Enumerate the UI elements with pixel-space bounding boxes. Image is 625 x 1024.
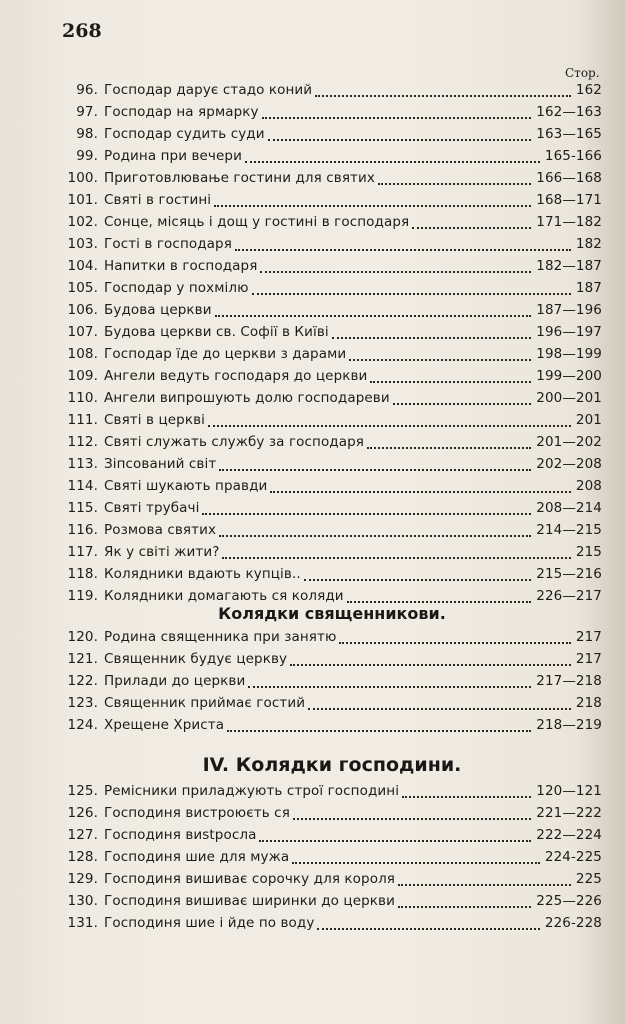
toc-entry: [62, 431, 602, 453]
dot-leader: [315, 87, 571, 97]
entry-title: Як у світі жити?: [104, 544, 220, 560]
dot-leader: [208, 417, 571, 427]
entry-number: 118.: [67, 566, 98, 582]
entry-pages: 208: [575, 478, 602, 494]
dot-leader: [332, 329, 532, 339]
entry-title: Приготовлювање гостини для святих: [104, 170, 375, 186]
entry-title: Священник приймає гостий: [104, 695, 306, 711]
entry-title: Будова церкви св. Софії в Київі: [104, 324, 329, 340]
toc-entry: [62, 692, 602, 714]
toc-entry: [62, 79, 602, 101]
entry-pages: 215: [575, 544, 602, 560]
toc-entry: [62, 846, 602, 868]
entry-title: Господар на ярмарку: [104, 104, 259, 120]
entry-title: Ремісники приладжують строї господині: [104, 783, 400, 799]
dot-leader: [262, 109, 532, 119]
toc-entry: [62, 343, 602, 365]
section-heading-housewife: IV. Колядки господини.: [202, 754, 462, 776]
entry-pages: 182: [575, 236, 602, 252]
toc-entry: [62, 189, 602, 211]
dot-leader: [293, 810, 531, 820]
entry-pages: 199—200: [536, 368, 602, 384]
entry-number: 117.: [67, 544, 98, 560]
toc-entry: [62, 101, 602, 123]
entry-title: Святі служать службу за господаря: [104, 434, 365, 450]
entry-number: 97.: [76, 104, 98, 120]
dot-leader: [304, 571, 532, 581]
entry-title: Господиня виstросла: [104, 827, 257, 843]
entry-number: 110.: [67, 390, 98, 406]
toc-entry: [62, 648, 602, 670]
entry-pages: 202—208: [536, 456, 602, 472]
entry-number: 122.: [67, 673, 98, 689]
entry-number: 123.: [67, 695, 98, 711]
entry-number: 112.: [67, 434, 98, 450]
toc-list-group2: [62, 626, 602, 736]
toc-entry: [62, 475, 602, 497]
entry-number: 99.: [76, 148, 98, 164]
toc-entry: [62, 626, 602, 648]
entry-number: 96.: [76, 82, 98, 98]
entry-number: 120.: [67, 629, 98, 645]
entry-number: 114.: [67, 478, 98, 494]
dot-leader: [367, 439, 531, 449]
toc-entry: [62, 255, 602, 277]
pages-column-header: Стор.: [565, 66, 600, 80]
dot-leader: [402, 788, 531, 798]
entry-title: Господар дарує стадо коний: [104, 82, 313, 98]
toc-entry: [62, 802, 602, 824]
entry-number: 129.: [67, 871, 98, 887]
entry-title: Святі в гостині: [104, 192, 212, 208]
entry-number: 102.: [67, 214, 98, 230]
entry-pages: 208—214: [536, 500, 602, 516]
entry-number: 115.: [67, 500, 98, 516]
toc-entry: [62, 780, 602, 802]
entry-title: Хрещене Христа: [104, 717, 225, 733]
entry-pages: 196—197: [536, 324, 602, 340]
dot-leader: [308, 700, 571, 710]
dot-leader: [270, 483, 571, 493]
entry-title: Будова церкви: [104, 302, 212, 318]
entry-pages: 201—202: [536, 434, 602, 450]
toc-entry: [62, 824, 602, 846]
entry-number: 105.: [67, 280, 98, 296]
entry-pages: 187—196: [536, 302, 602, 318]
toc-entry: [62, 409, 602, 431]
entry-number: 131.: [67, 915, 98, 931]
dot-leader: [378, 175, 531, 185]
entry-number: 125.: [67, 783, 98, 799]
entry-title: Святі в церкві: [104, 412, 205, 428]
entry-title: Гості в господаря: [104, 236, 232, 252]
entry-pages: 182—187: [536, 258, 602, 274]
entry-title: Господиня вистроюєть ся: [104, 805, 290, 821]
entry-number: 124.: [67, 717, 98, 733]
entry-title: Прилади до церкви: [104, 673, 246, 689]
entry-number: 121.: [67, 651, 98, 667]
entry-number: 119.: [67, 588, 98, 604]
toc-list-group1: [62, 79, 602, 607]
entry-number: 109.: [67, 368, 98, 384]
entry-number: 128.: [67, 849, 98, 865]
toc-entry: [62, 519, 602, 541]
entry-title: Священник будує церкву: [104, 651, 288, 667]
entry-title: Розмова святих: [104, 522, 217, 538]
dot-leader: [347, 593, 532, 603]
toc-entry: [62, 387, 602, 409]
dot-leader: [290, 656, 571, 666]
entry-pages: 217: [575, 651, 602, 667]
entry-title: Господар судить суди: [104, 126, 265, 142]
entry-pages: 171—182: [536, 214, 602, 230]
entry-pages: 217—218: [536, 673, 602, 689]
toc-entry: [62, 365, 602, 387]
entry-pages: 214—215: [536, 522, 602, 538]
toc-entry: [62, 233, 602, 255]
toc-entry: [62, 167, 602, 189]
entry-pages: 168—171: [536, 192, 602, 208]
dot-leader: [219, 461, 531, 471]
toc-list-group3: [62, 780, 602, 934]
toc-entry: [62, 541, 602, 563]
dot-leader: [202, 505, 531, 515]
entry-pages: 215—216: [536, 566, 602, 582]
toc-entry: [62, 563, 602, 585]
entry-pages: 187: [575, 280, 602, 296]
dot-leader: [219, 527, 531, 537]
entry-number: 106.: [67, 302, 98, 318]
entry-pages: 225—226: [536, 893, 602, 909]
toc-entry: [62, 714, 602, 736]
entry-title: Святі трубачі: [104, 500, 200, 516]
entry-number: 104.: [67, 258, 98, 274]
toc-entry: [62, 211, 602, 233]
toc-entry: [62, 497, 602, 519]
toc-entry: [62, 123, 602, 145]
entry-number: 100.: [67, 170, 98, 186]
entry-number: 130.: [67, 893, 98, 909]
entry-pages: 162: [575, 82, 602, 98]
entry-title: Сонце, місяць і дощ у гостині в господаря: [104, 214, 410, 230]
entry-pages: 201: [575, 412, 602, 428]
entry-pages: 162—163: [536, 104, 602, 120]
entry-number: 101.: [67, 192, 98, 208]
entry-pages: 225: [575, 871, 602, 887]
entry-pages: 198—199: [536, 346, 602, 362]
toc-entry: [62, 868, 602, 890]
entry-number: 108.: [67, 346, 98, 362]
entry-title: Господиня вишиває ширинки до церкви: [104, 893, 395, 909]
entry-number: 127.: [67, 827, 98, 843]
entry-pages: 166—168: [536, 170, 602, 186]
entry-title: Ангели випрошують долю господареви: [104, 390, 390, 406]
toc-entry: [62, 321, 602, 343]
entry-title: Господар у похмілю: [104, 280, 249, 296]
dot-leader: [215, 307, 532, 317]
toc-entry: [62, 670, 602, 692]
dot-leader: [412, 219, 531, 229]
toc-entry: [62, 277, 602, 299]
dot-leader: [398, 898, 531, 908]
entry-pages: 218: [575, 695, 602, 711]
entry-pages: 226-228: [544, 915, 602, 931]
dot-leader: [339, 634, 570, 644]
entry-title: Колядники домагають ся коляди: [104, 588, 344, 604]
entry-number: 126.: [67, 805, 98, 821]
entry-title: Ангели ведуть господаря до церкви: [104, 368, 368, 384]
dot-leader: [398, 876, 571, 886]
section-heading-priest: Колядки священникови.: [218, 604, 446, 623]
dot-leader: [214, 197, 531, 207]
entry-pages: 165-166: [544, 148, 602, 164]
dot-leader: [259, 832, 531, 842]
dot-leader: [393, 395, 532, 405]
toc-entry: [62, 453, 602, 475]
entry-pages: 218—219: [536, 717, 602, 733]
entry-number: 107.: [67, 324, 98, 340]
entry-title: Господиня вишиває сорочку для короля: [104, 871, 396, 887]
entry-pages: 120—121: [536, 783, 602, 799]
dot-leader: [235, 241, 571, 251]
entry-title: Господар їде до церкви з дарами: [104, 346, 347, 362]
page-number: 268: [62, 20, 102, 42]
entry-number: 113.: [67, 456, 98, 472]
dot-leader: [349, 351, 531, 361]
entry-title: Родина священника при занятю: [104, 629, 337, 645]
entry-title: Святі шукають правди: [104, 478, 268, 494]
entry-title: Напитки в господаря: [104, 258, 258, 274]
entry-pages: 224-225: [544, 849, 602, 865]
toc-entry: [62, 912, 602, 934]
dot-leader: [292, 854, 540, 864]
entry-title: Господиня шие і йде по воду: [104, 915, 315, 931]
entry-pages: 217: [575, 629, 602, 645]
entry-pages: 222—224: [536, 827, 602, 843]
entry-title: Зіпсований світ: [104, 456, 217, 472]
entry-number: 103.: [67, 236, 98, 252]
entry-pages: 163—165: [536, 126, 602, 142]
dot-leader: [370, 373, 531, 383]
dot-leader: [252, 285, 571, 295]
entry-pages: 226—217: [536, 588, 602, 604]
dot-leader: [222, 549, 570, 559]
toc-entry: [62, 299, 602, 321]
entry-pages: 200—201: [536, 390, 602, 406]
dot-leader: [268, 131, 532, 141]
dot-leader: [227, 722, 531, 732]
entry-number: 116.: [67, 522, 98, 538]
entry-number: 111.: [67, 412, 98, 428]
dot-leader: [260, 263, 531, 273]
entry-title: Родина при вечери: [104, 148, 242, 164]
dot-leader: [317, 920, 539, 930]
entry-pages: 221—222: [536, 805, 602, 821]
entry-title: Господиня шие для мужа: [104, 849, 290, 865]
toc-entry: [62, 890, 602, 912]
entry-title: Колядники вдають купців..: [104, 566, 301, 582]
dot-leader: [245, 153, 540, 163]
toc-entry: [62, 145, 602, 167]
entry-number: 98.: [76, 126, 98, 142]
dot-leader: [248, 678, 531, 688]
